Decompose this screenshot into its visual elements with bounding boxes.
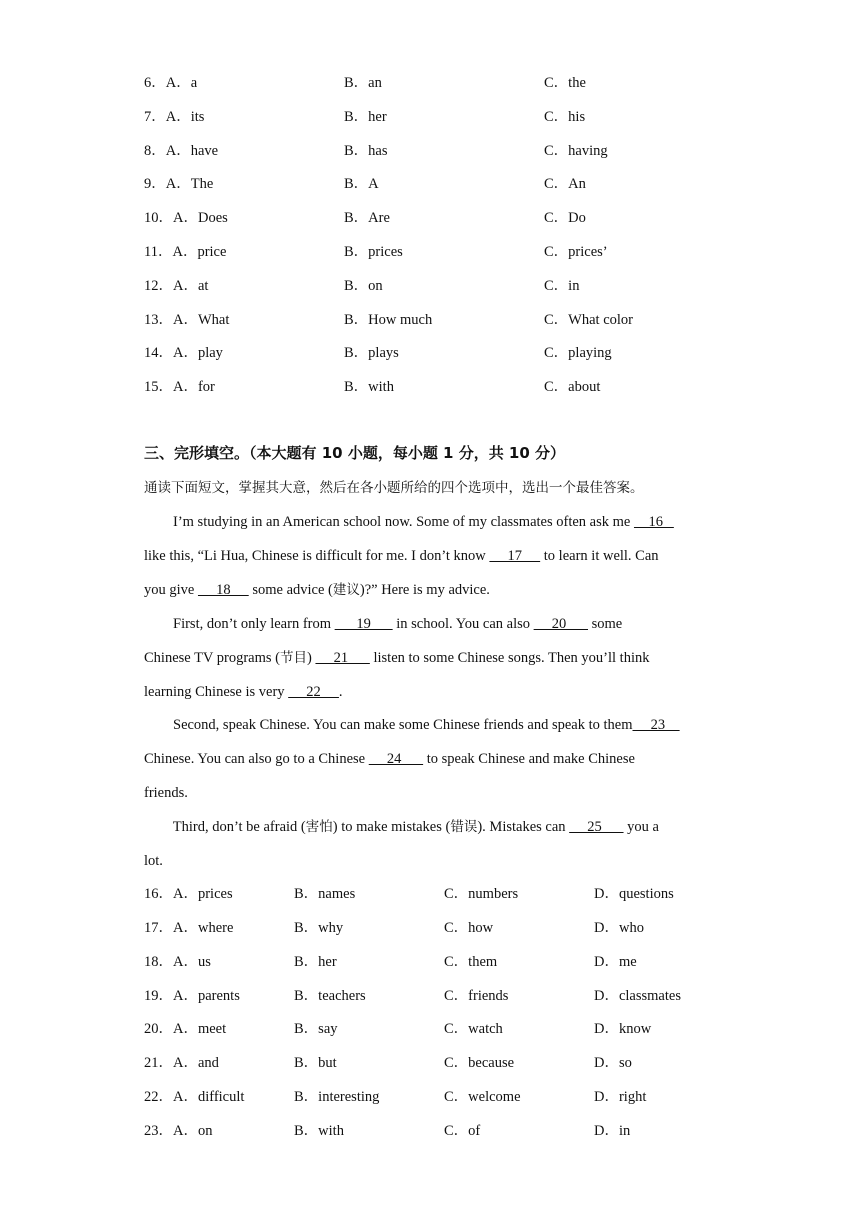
option-c: C．about — [544, 379, 601, 395]
option-a: 21．A．and — [144, 1055, 219, 1071]
passage-line-9: friends. — [144, 785, 188, 801]
passage-line-2: like this, “Li Hua, Chinese is difficult for me. I don’t know 17 to learn it well. Can — [144, 548, 659, 564]
option-c: C．how — [444, 920, 494, 936]
option-a: 23．A．on — [144, 1123, 213, 1139]
option-d: D．who — [594, 920, 644, 936]
option-b: B．her — [294, 954, 337, 970]
option-a: 20．A．meet — [144, 1021, 227, 1037]
option-a: 13．A．What — [144, 312, 230, 328]
option-c: C．the — [544, 75, 586, 91]
passage-line-1: I’m studying in an American school now. Some of my classmates often ask me 16 — [144, 514, 674, 530]
option-b: B．Are — [344, 210, 390, 226]
blank-25: 25 — [569, 819, 624, 835]
passage-line-4: First, don’t only learn from 19 in school. You can also 20 some — [144, 616, 623, 632]
option-b: B．teachers — [294, 988, 366, 1004]
question-row-13 — [144, 310, 724, 330]
question-row-19 — [144, 986, 724, 1006]
option-c: C．his — [544, 109, 586, 125]
option-b: B．why — [294, 920, 344, 936]
option-c: C．of — [444, 1123, 481, 1139]
option-c: C．Do — [544, 210, 586, 226]
option-c: C．in — [544, 278, 580, 294]
question-row-10 — [144, 208, 724, 228]
option-d: D．me — [594, 954, 637, 970]
option-c: C．watch — [444, 1021, 503, 1037]
option-b: B．with — [344, 379, 394, 395]
passage-line-6: learning Chinese is very 22 . — [144, 684, 343, 700]
option-b: B．interesting — [294, 1089, 380, 1105]
option-b: B．How much — [344, 312, 433, 328]
option-d: D．so — [594, 1055, 632, 1071]
passage-line-8: Chinese. You can also go to a Chinese 24 to speak Chinese and make Chinese — [144, 751, 635, 767]
blank-24: 24 — [368, 751, 424, 767]
blank-19: 19 — [334, 616, 393, 632]
option-a: 16．A．prices — [144, 886, 233, 902]
option-b: B．her — [344, 109, 387, 125]
question-row-6 — [144, 73, 724, 93]
blank-18: 18 — [197, 582, 249, 598]
blank-17: 17 — [489, 548, 541, 564]
option-c: C．because — [444, 1055, 515, 1071]
option-a: 8．A．have — [144, 143, 219, 159]
option-b: B．with — [294, 1123, 344, 1139]
question-row-20 — [144, 1019, 724, 1039]
option-c: C．welcome — [444, 1089, 521, 1105]
option-a: 17．A．where — [144, 920, 234, 936]
question-row-8 — [144, 141, 724, 161]
option-a: 22．A．difficult — [144, 1089, 245, 1105]
passage-line-7: Second, speak Chinese. You can make some Chinese friends and speak to them 23 — [144, 717, 680, 733]
option-b: B．on — [344, 278, 383, 294]
option-a: 11．A．price — [144, 244, 227, 260]
blank-21: 21 — [315, 650, 370, 666]
question-row-21 — [144, 1053, 724, 1073]
section-instruction: 通读下面短文，掌握其大意，然后在各小题所给的四个选项中，选出一个最佳答案。 — [144, 480, 644, 496]
option-b: B．but — [294, 1055, 337, 1071]
question-row-15 — [144, 377, 724, 397]
option-a: 10．A．Does — [144, 210, 228, 226]
blank-22: 22 — [288, 684, 339, 700]
question-row-11 — [144, 242, 724, 262]
option-c: C．having — [544, 143, 608, 159]
question-row-14 — [144, 343, 724, 363]
option-c: C．An — [544, 176, 586, 192]
option-a: 7．A．its — [144, 109, 205, 125]
question-row-7 — [144, 107, 724, 127]
option-c: C．friends — [444, 988, 509, 1004]
passage-line-11: lot. — [144, 853, 163, 869]
option-a: 12．A．at — [144, 278, 209, 294]
option-d: D．classmates — [594, 988, 681, 1004]
question-row-18 — [144, 952, 724, 972]
option-c: C．playing — [544, 345, 612, 361]
option-b: B．names — [294, 886, 356, 902]
option-a: 19．A．parents — [144, 988, 240, 1004]
option-b: B．has — [344, 143, 388, 159]
passage-line-10: Third, don’t be afraid (害怕) to make mistakes (错误). Mistakes can 25 you a — [144, 819, 659, 835]
section-heading: 三、完形填空。（本大题有 10 小题，每小题 1 分，共 10 分） — [144, 444, 566, 462]
option-c: C．What color — [544, 312, 633, 328]
blank-23: 23 — [632, 717, 680, 733]
option-b: B．an — [344, 75, 382, 91]
option-b: B．A — [344, 176, 379, 192]
blank-16: 16 — [633, 514, 674, 530]
option-d: D．questions — [594, 886, 674, 902]
option-b: B．say — [294, 1021, 338, 1037]
option-a: 15．A．for — [144, 379, 215, 395]
option-a: 18．A．us — [144, 954, 211, 970]
option-c: C．them — [444, 954, 498, 970]
question-row-16 — [144, 884, 724, 904]
question-row-12 — [144, 276, 724, 296]
option-c: C．numbers — [444, 886, 519, 902]
option-a: 9．A．The — [144, 176, 214, 192]
question-row-22 — [144, 1087, 724, 1107]
question-row-9 — [144, 174, 724, 194]
option-c: C．prices’ — [544, 244, 608, 260]
question-row-23 — [144, 1121, 724, 1141]
option-d: D．right — [594, 1089, 647, 1105]
option-d: D．know — [594, 1021, 652, 1037]
option-d: D．in — [594, 1123, 631, 1139]
option-b: B．prices — [344, 244, 403, 260]
question-row-17 — [144, 918, 724, 938]
option-a: 6．A．a — [144, 75, 198, 91]
blank-20: 20 — [533, 616, 588, 632]
passage-line-3: you give 18 some advice (建议)?” Here is my advice. — [144, 582, 490, 598]
option-b: B．plays — [344, 345, 399, 361]
passage-line-5: Chinese TV programs (节目) 21 listen to some Chinese songs. Then you’ll think — [144, 650, 650, 666]
option-a: 14．A．play — [144, 345, 223, 361]
